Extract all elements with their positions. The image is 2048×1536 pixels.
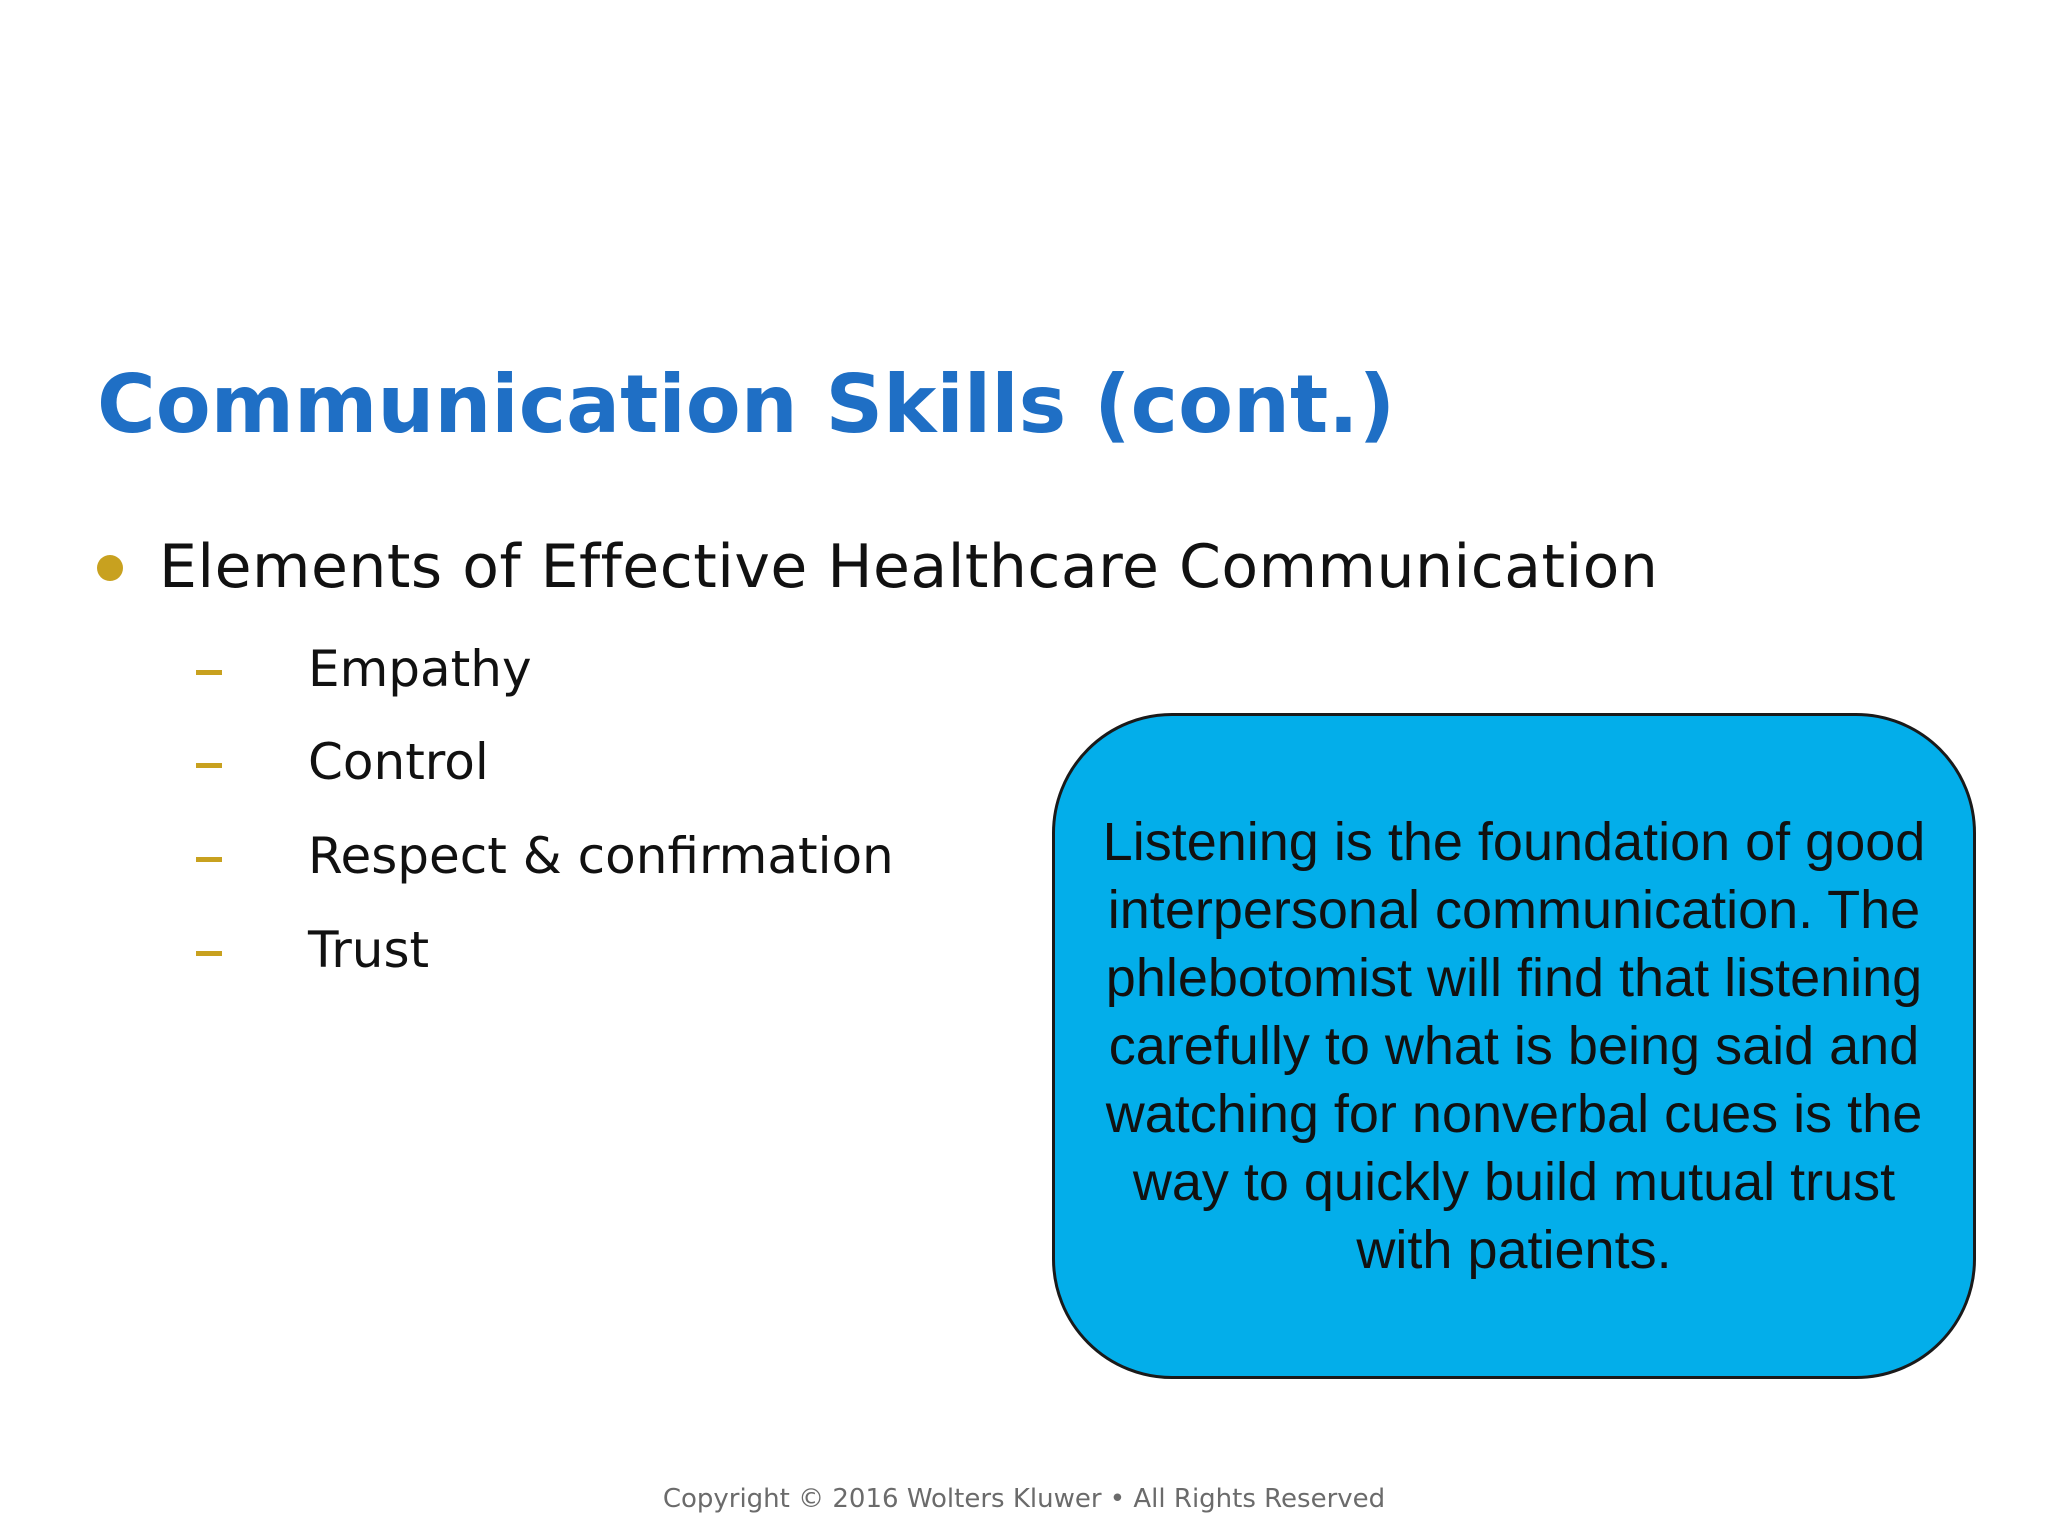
list-item bbox=[196, 729, 489, 795]
list-item bbox=[196, 636, 532, 702]
callout-box bbox=[1052, 713, 1976, 1379]
dash-icon bbox=[196, 951, 222, 956]
list-item-text: Respect & confirmation bbox=[308, 827, 894, 885]
callout-text: Listening is the foundation of good interpersonal communication. The phlebotomist will find that listening carefully to what is being said and watching for nonverbal cues is the way to quickly build mutual trust with patients. bbox=[1102, 812, 1926, 1280]
dash-icon bbox=[196, 857, 222, 862]
bullet-dot-icon bbox=[97, 555, 123, 581]
dash-icon bbox=[196, 763, 222, 768]
list-item-text: Control bbox=[308, 733, 489, 791]
dash-icon bbox=[196, 670, 222, 675]
list-item bbox=[196, 823, 894, 889]
list-item-text: Empathy bbox=[308, 640, 532, 698]
main-bullet bbox=[97, 532, 1658, 602]
main-bullet-text: Elements of Effective Healthcare Communication bbox=[159, 532, 1659, 602]
copyright-footer: Copyright © 2016 Wolters Kluwer • All Rights Reserved bbox=[662, 1484, 1386, 1514]
list-item bbox=[196, 917, 429, 983]
slide-title: Communication Skills (cont.) bbox=[97, 358, 1396, 451]
list-item-text: Trust bbox=[308, 921, 430, 979]
